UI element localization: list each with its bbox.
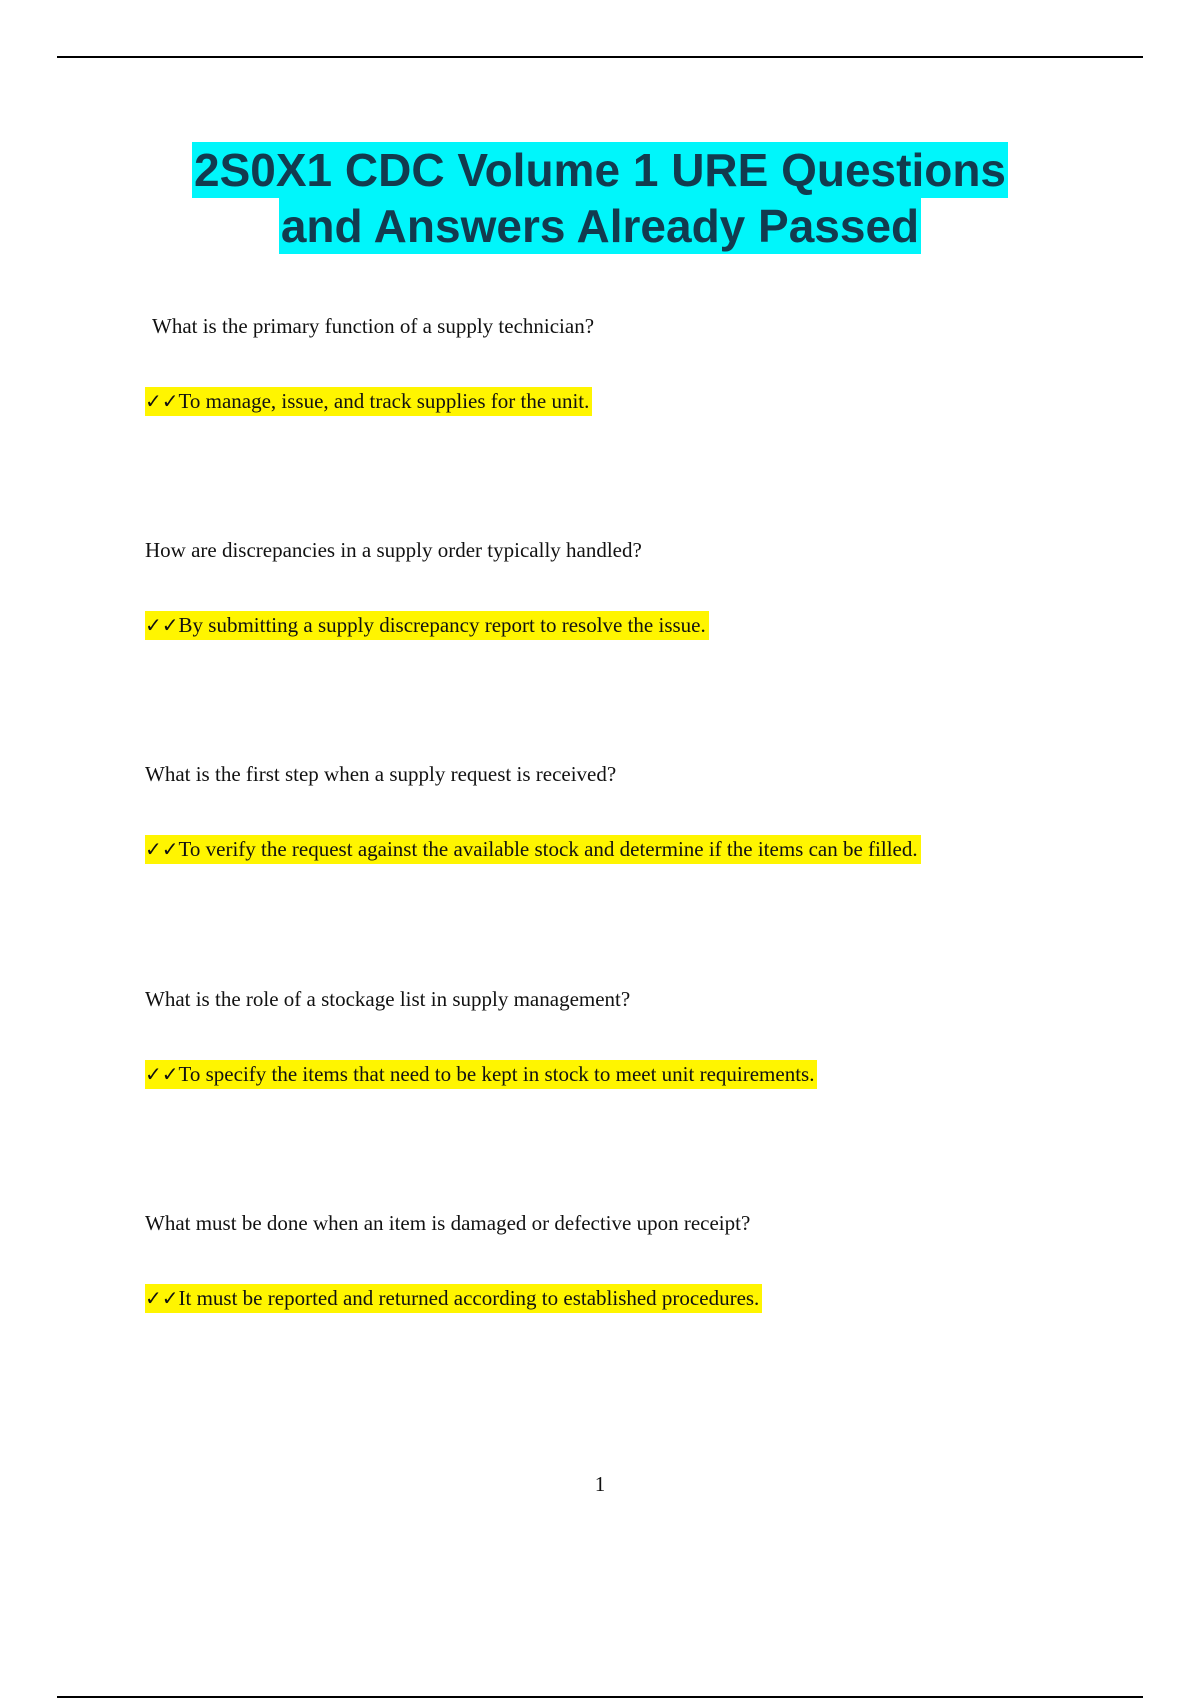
question-text: What must be done when an item is damaged or defective upon receipt? bbox=[145, 1211, 751, 1235]
title-line-2: and Answers Already Passed bbox=[280, 200, 920, 252]
qa-item-5 bbox=[145, 1209, 762, 1313]
answer-text: To specify the items that need to be kept in stock to meet unit requirements. bbox=[178, 1062, 815, 1086]
bottom-rule bbox=[57, 1696, 1143, 1698]
qa-item-1 bbox=[145, 312, 595, 416]
double-check-icon: ✓✓ bbox=[145, 1286, 179, 1310]
answer-highlight bbox=[145, 387, 592, 416]
answer-highlight bbox=[145, 835, 921, 864]
page-number: 1 bbox=[594, 1472, 606, 1496]
question-text: What is the first step when a supply request is received? bbox=[145, 762, 617, 786]
question-text: How are discrepancies in a supply order typically handled? bbox=[145, 538, 642, 562]
answer-highlight bbox=[145, 1284, 762, 1313]
answer-text: To verify the request against the available stock and determine if the items can be filled. bbox=[178, 837, 918, 861]
double-check-icon: ✓✓ bbox=[145, 1062, 179, 1086]
top-rule bbox=[57, 56, 1143, 58]
double-check-icon: ✓✓ bbox=[145, 613, 179, 637]
answer-highlight bbox=[145, 1060, 817, 1089]
qa-item-2 bbox=[145, 536, 709, 640]
answer-text: To manage, issue, and track supplies for the unit. bbox=[178, 389, 590, 413]
answer-text: It must be reported and returned according to established procedures. bbox=[178, 1286, 760, 1310]
question-text: What is the primary function of a supply technician? bbox=[152, 314, 595, 338]
answer-text: By submitting a supply discrepancy report to resolve the issue. bbox=[178, 613, 706, 637]
title-line-1: 2S0X1 CDC Volume 1 URE Questions bbox=[193, 144, 1007, 196]
double-check-icon: ✓✓ bbox=[145, 389, 179, 413]
qa-item-4 bbox=[145, 985, 817, 1089]
answer-highlight bbox=[145, 611, 709, 640]
qa-item-3 bbox=[145, 760, 921, 864]
document-title bbox=[0, 142, 1200, 254]
question-text: What is the role of a stockage list in supply management? bbox=[145, 987, 631, 1011]
double-check-icon: ✓✓ bbox=[145, 837, 179, 861]
